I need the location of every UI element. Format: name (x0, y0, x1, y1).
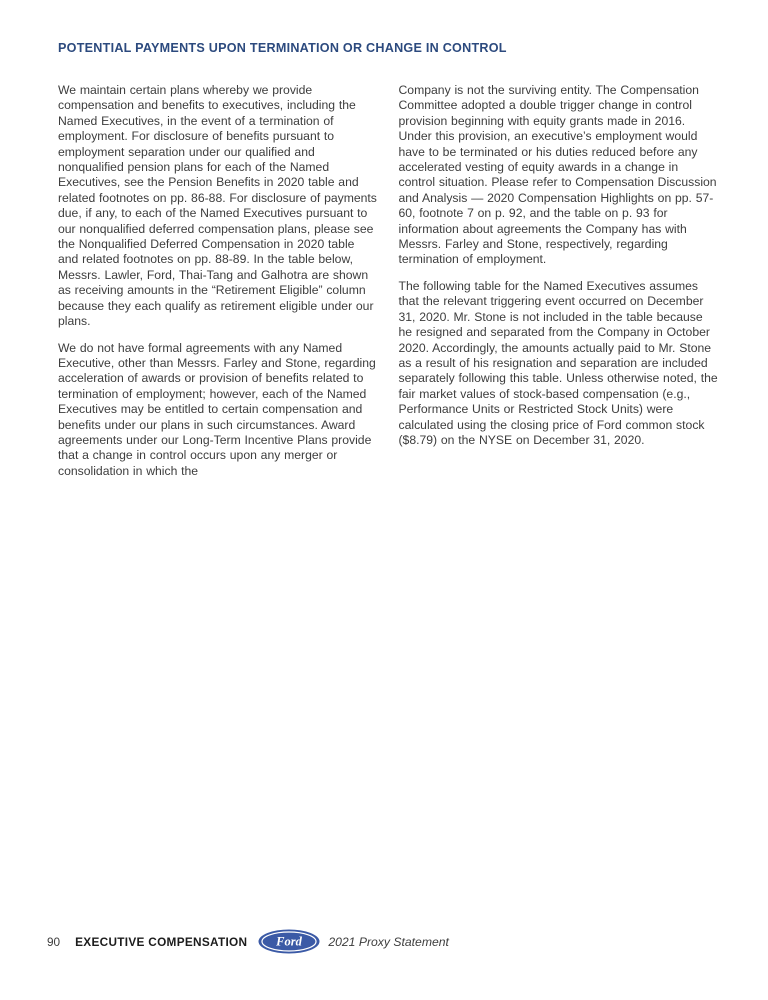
page-number: 90 (47, 934, 61, 949)
page-footer (47, 929, 449, 954)
footer-section-label: EXECUTIVE COMPENSATION (75, 934, 248, 949)
document-title: 2021 Proxy Statement (328, 934, 449, 949)
section-heading: POTENTIAL PAYMENTS UPON TERMINATION OR CHANGE IN CONTROL (58, 41, 507, 55)
body-paragraph: We do not have formal agreements with any Named Executive, other than Messrs. Farley and Stone, regarding acceleration of awards or provision of benefits related to termination of employment; however, each of the Named Executives may be entitled to certain compensation and benefits under our plans in such circumstances. Award agreements under our Long-Term Incentive Plans provide that a change in control occurs upon any merger or consolidation in which the (58, 340, 376, 478)
right-column (399, 83, 719, 490)
body-paragraph: The following table for the Named Executives assumes that the relevant triggering event occurred on December 31, 2020. Mr. Stone is not included in the table because he resigned and separated from the Company in October 2020. Accordingly, the amounts actually paid to Mr. Stone as a result of his resignation and separation are included separately following this table. Unless otherwise noted, the fair market values of stock-based compensation (e.g., Performance Units or Restricted Stock Units) were calculated using the closing price of Ford common stock ($8.79) on the NYSE on December 31, 2020. (398, 278, 718, 447)
ford-logo-icon (258, 929, 320, 954)
two-column-body (58, 83, 718, 490)
body-paragraph: We maintain certain plans whereby we provide compensation and benefits to executives, including the Named Executives, in the event of a termination of employment. For disclosure of benefits pursuant to employment separation under our qualified and nonqualified pension plans for each of the Named Executives, see the Pension Benefits in 2020 table and related footnotes on pp. 86-88. For disclosure of payments due, if any, to each of the Named Executives pursuant to our nonqualified deferred compensation plans, please see the Nonqualified Deferred Compensation in 2020 table and related footnotes on pp. 88-89. In the table below, Messrs. Lawler, Ford, Thai-Tang and Galhotra are shown as receiving amounts in the “Retirement Eligible” column because they each qualify as retirement eligible under our plans. (58, 83, 377, 329)
body-paragraph: Company is not the surviving entity. The Compensation Committee adopted a double trigger change in control provision beginning with equity grants made in 2016. Under this provision, an executive’s employment would have to be terminated or his duties reduced before any accelerated vesting of equity awards in a change in control situation. Please refer to Compensation Discussion and Analysis — 2020 Compensation Highlights on pp. 57-60, footnote 7 on p. 92, and the table on p. 93 for information about agreements the Company has with Messrs. Farley and Stone, respectively, regarding termination of employment. (398, 83, 717, 267)
svg-text:Ford: Ford (276, 934, 303, 949)
left-column (58, 83, 378, 490)
